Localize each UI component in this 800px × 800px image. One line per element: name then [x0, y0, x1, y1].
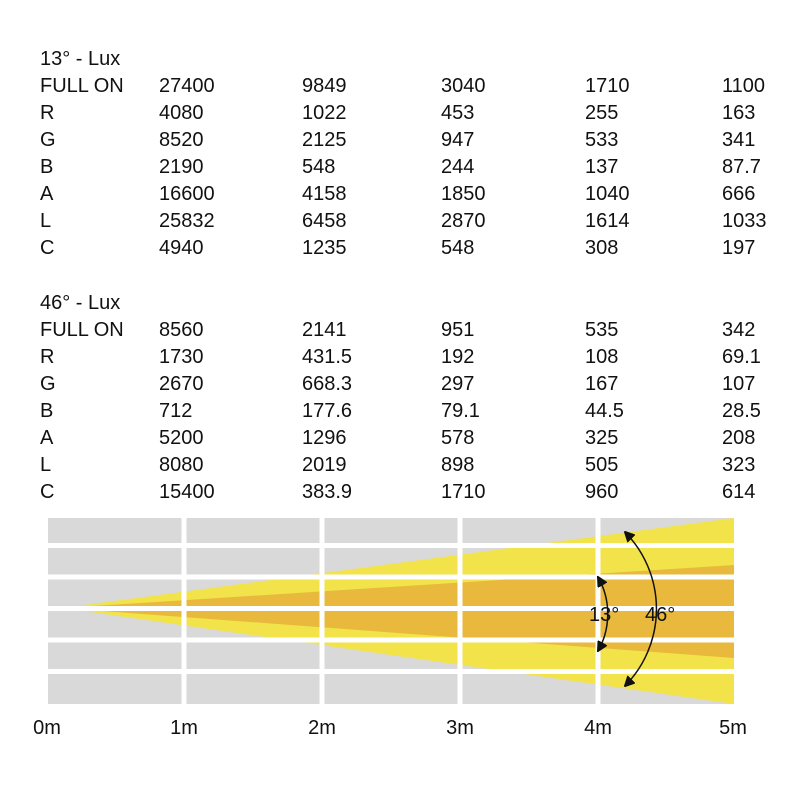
value-cell: 15400: [159, 481, 215, 503]
distance-label: 0m: [33, 717, 61, 739]
value-cell: 6458: [302, 210, 347, 232]
distance-label: 5m: [719, 717, 747, 739]
value-cell: 79.1: [441, 400, 480, 422]
value-cell: 137: [585, 156, 619, 178]
value-cell: 28.5: [722, 400, 761, 422]
value-cell: 4158: [302, 183, 347, 205]
table-row: [40, 154, 800, 181]
value-cell: 614: [722, 481, 756, 503]
value-cell: 4940: [159, 237, 204, 259]
table-row: [40, 344, 800, 371]
value-cell: 712: [159, 400, 193, 422]
table-row: [40, 371, 800, 398]
value-cell: 2870: [441, 210, 486, 232]
value-cell: 535: [585, 319, 619, 341]
table-row: [40, 398, 800, 425]
value-cell: 244: [441, 156, 475, 178]
value-cell: 960: [585, 481, 619, 503]
value-cell: 255: [585, 102, 619, 124]
table-title-13: 13° - Lux: [40, 48, 121, 70]
value-cell: 3040: [441, 75, 486, 97]
value-cell: 25832: [159, 210, 215, 232]
value-cell: 4080: [159, 102, 204, 124]
row-label: G: [40, 129, 56, 151]
value-cell: 1100: [722, 75, 766, 97]
value-cell: 1710: [585, 75, 630, 97]
value-cell: 1850: [441, 183, 486, 205]
value-cell: 342: [722, 319, 756, 341]
value-cell: 1022: [302, 102, 347, 124]
value-cell: 192: [441, 346, 475, 368]
row-label: B: [40, 156, 54, 178]
value-cell: 8560: [159, 319, 204, 341]
wide-angle-label: 46°: [645, 604, 676, 626]
value-cell: 548: [302, 156, 336, 178]
value-cell: 2125: [302, 129, 347, 151]
value-cell: 167: [585, 373, 619, 395]
value-cell: 44.5: [585, 400, 624, 422]
distance-label: 3m: [446, 717, 474, 739]
value-cell: 9849: [302, 75, 347, 97]
value-cell: 8080: [159, 454, 204, 476]
value-cell: 578: [441, 427, 475, 449]
value-cell: 5200: [159, 427, 204, 449]
value-cell: 1614: [585, 210, 630, 232]
table-row: [40, 100, 800, 127]
table-row: [40, 317, 800, 344]
table-row: [40, 479, 800, 506]
value-cell: 898: [441, 454, 475, 476]
row-label: R: [40, 102, 55, 124]
value-cell: 666: [722, 183, 756, 205]
value-cell: 1296: [302, 427, 347, 449]
value-cell: 1710: [441, 481, 486, 503]
value-cell: 27400: [159, 75, 215, 97]
row-label: B: [40, 400, 54, 422]
table-row: [40, 73, 800, 100]
row-label: C: [40, 237, 55, 259]
row-label: L: [40, 210, 52, 232]
value-cell: 197: [722, 237, 756, 259]
value-cell: 8520: [159, 129, 204, 151]
value-cell: 453: [441, 102, 475, 124]
value-cell: 323: [722, 454, 756, 476]
distance-label: 4m: [584, 717, 612, 739]
value-cell: 177.6: [302, 400, 353, 422]
value-cell: 431.5: [302, 346, 353, 368]
value-cell: 2190: [159, 156, 204, 178]
row-label: L: [40, 454, 52, 476]
value-cell: 1235: [302, 237, 347, 259]
value-cell: 548: [441, 237, 475, 259]
table-row: [40, 452, 800, 479]
value-cell: 2670: [159, 373, 204, 395]
value-cell: 108: [585, 346, 619, 368]
table-title-46: 46° - Lux: [40, 292, 121, 314]
row-label: FULL ON: [40, 75, 124, 97]
value-cell: 16600: [159, 183, 215, 205]
row-label: C: [40, 481, 55, 503]
value-cell: 325: [585, 427, 619, 449]
table-row: [40, 235, 800, 262]
value-cell: 668.3: [302, 373, 353, 395]
beam-angle-diagram: [0, 510, 800, 750]
narrow-angle-label: 13°: [589, 604, 620, 626]
value-cell: 951: [441, 319, 475, 341]
row-label: FULL ON: [40, 319, 124, 341]
table-row: [40, 181, 800, 208]
row-label: A: [40, 427, 54, 449]
table-row: [40, 208, 800, 235]
value-cell: 1040: [585, 183, 630, 205]
value-cell: 308: [585, 237, 619, 259]
row-label: A: [40, 183, 54, 205]
row-label: G: [40, 373, 56, 395]
value-cell: 107: [722, 373, 756, 395]
value-cell: 383.9: [302, 481, 353, 503]
value-cell: 1730: [159, 346, 204, 368]
distance-label: 1m: [170, 717, 198, 739]
value-cell: 505: [585, 454, 619, 476]
row-label: R: [40, 346, 55, 368]
table-row: [40, 425, 800, 452]
distance-label: 2m: [308, 717, 336, 739]
value-cell: 69.1: [722, 346, 761, 368]
value-cell: 297: [441, 373, 475, 395]
value-cell: 341: [722, 129, 756, 151]
value-cell: 947: [441, 129, 475, 151]
value-cell: 87.7: [722, 156, 761, 178]
value-cell: 533: [585, 129, 619, 151]
value-cell: 1033: [722, 210, 767, 232]
value-cell: 2141: [302, 319, 347, 341]
value-cell: 163: [722, 102, 756, 124]
table-row: [40, 127, 800, 154]
value-cell: 2019: [302, 454, 347, 476]
value-cell: 208: [722, 427, 756, 449]
